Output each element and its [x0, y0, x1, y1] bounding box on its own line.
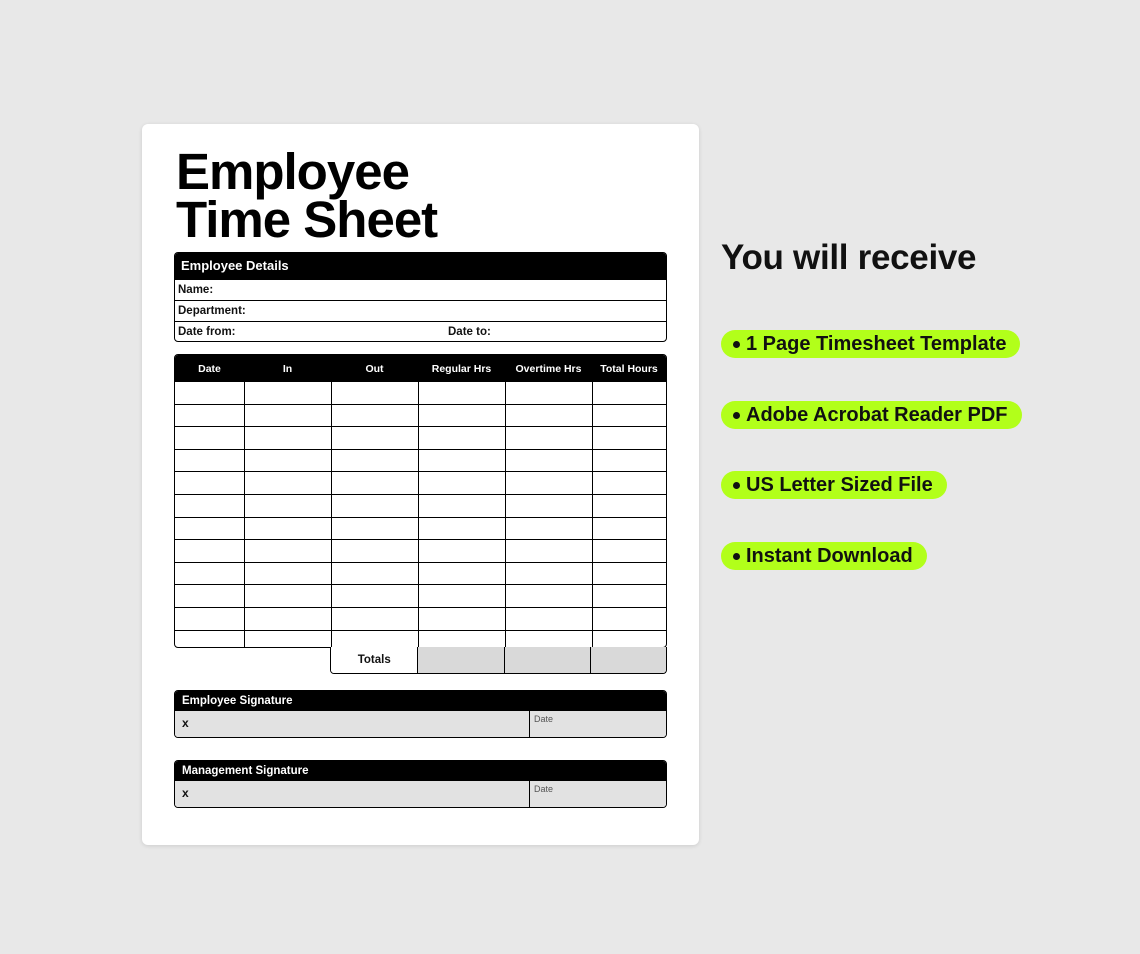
- table-cell[interactable]: [244, 518, 331, 540]
- table-cell[interactable]: [505, 382, 592, 404]
- table-cell[interactable]: [592, 472, 666, 494]
- receive-heading: You will receive: [721, 238, 977, 277]
- table-row: [175, 426, 666, 449]
- table-row: [175, 630, 666, 648]
- table-cell[interactable]: [592, 382, 666, 404]
- column-header-regular-hrs: Regular Hrs: [431, 363, 492, 375]
- table-cell[interactable]: [331, 427, 418, 449]
- table-cell[interactable]: [505, 563, 592, 585]
- table-cell[interactable]: [418, 405, 505, 427]
- table-cell[interactable]: [331, 631, 418, 648]
- table-cell[interactable]: [505, 472, 592, 494]
- feature-pill-3: [721, 471, 947, 499]
- table-cell[interactable]: [418, 540, 505, 562]
- table-cell[interactable]: [418, 472, 505, 494]
- hours-table-body: [175, 381, 666, 648]
- column-header-out: Out: [365, 363, 384, 375]
- department-label: Department:: [178, 305, 246, 317]
- table-row: [175, 381, 666, 404]
- table-cell[interactable]: [505, 427, 592, 449]
- table-cell[interactable]: [418, 608, 505, 630]
- table-cell[interactable]: [505, 585, 592, 607]
- column-header-date: Date: [198, 363, 221, 375]
- table-cell[interactable]: [175, 427, 244, 449]
- feature-pill-4: [721, 542, 927, 570]
- table-cell[interactable]: [331, 472, 418, 494]
- title-line-1: Employee: [176, 143, 409, 200]
- table-cell[interactable]: [592, 540, 666, 562]
- date-range-row: [175, 321, 666, 342]
- table-cell[interactable]: [175, 585, 244, 607]
- table-cell[interactable]: [592, 631, 666, 648]
- name-row: [175, 279, 666, 300]
- table-cell[interactable]: [418, 495, 505, 517]
- table-cell[interactable]: [418, 631, 505, 648]
- table-cell[interactable]: [175, 518, 244, 540]
- table-cell[interactable]: [505, 405, 592, 427]
- table-cell[interactable]: [244, 631, 331, 648]
- table-cell[interactable]: [175, 450, 244, 472]
- column-header-overtime-hrs: Overtime Hrs: [515, 363, 582, 375]
- table-cell[interactable]: [331, 540, 418, 562]
- employee-signature-line: x: [175, 711, 530, 738]
- timesheet-preview: [142, 124, 699, 845]
- table-row: [175, 404, 666, 427]
- table-cell[interactable]: [244, 608, 331, 630]
- table-row: [175, 517, 666, 540]
- table-cell[interactable]: [244, 427, 331, 449]
- department-row: [175, 300, 666, 321]
- bullet-icon: [733, 412, 740, 419]
- page-title: [176, 143, 438, 248]
- table-cell[interactable]: [244, 382, 331, 404]
- feature-label: 1 Page Timesheet Template: [746, 332, 1007, 355]
- bullet-icon: [733, 482, 740, 489]
- table-cell[interactable]: [418, 585, 505, 607]
- table-cell[interactable]: [505, 450, 592, 472]
- employee-signature-box: [174, 690, 667, 738]
- employee-details-header: Employee Details: [175, 253, 666, 279]
- table-cell[interactable]: [592, 608, 666, 630]
- table-cell[interactable]: [175, 608, 244, 630]
- table-row: [175, 607, 666, 630]
- table-cell[interactable]: [592, 563, 666, 585]
- table-cell[interactable]: [331, 563, 418, 585]
- table-cell[interactable]: [175, 540, 244, 562]
- table-cell[interactable]: [505, 495, 592, 517]
- table-row: [175, 494, 666, 517]
- table-cell[interactable]: [592, 518, 666, 540]
- table-cell[interactable]: [244, 472, 331, 494]
- employee-signature-header: Employee Signature: [175, 691, 666, 711]
- employee-details-box: [174, 252, 667, 342]
- table-cell[interactable]: [331, 608, 418, 630]
- table-cell[interactable]: [175, 495, 244, 517]
- table-cell[interactable]: [505, 631, 592, 648]
- table-cell[interactable]: [505, 540, 592, 562]
- management-signature-date-label: Date: [534, 784, 554, 794]
- table-cell[interactable]: [331, 405, 418, 427]
- table-cell[interactable]: [331, 495, 418, 517]
- table-cell[interactable]: [592, 495, 666, 517]
- hours-table: [174, 354, 667, 648]
- totals-row: [330, 647, 667, 674]
- bullet-icon: [733, 341, 740, 348]
- employee-signature-date-label: Date: [534, 714, 554, 724]
- table-cell[interactable]: [505, 518, 592, 540]
- table-cell[interactable]: [331, 585, 418, 607]
- table-cell[interactable]: [592, 450, 666, 472]
- management-signature-header: Management Signature: [175, 761, 666, 781]
- management-signature-box: [174, 760, 667, 808]
- table-cell[interactable]: [244, 450, 331, 472]
- feature-pill-2: [721, 401, 1022, 429]
- feature-pill-1: [721, 330, 1020, 358]
- table-cell[interactable]: [244, 563, 331, 585]
- table-cell[interactable]: [592, 585, 666, 607]
- table-row: [175, 562, 666, 585]
- column-header-total-hours: Total Hours: [600, 363, 658, 375]
- table-cell[interactable]: [175, 405, 244, 427]
- totals-label: Totals: [331, 647, 417, 673]
- table-row: [175, 539, 666, 562]
- table-cell[interactable]: [505, 608, 592, 630]
- feature-label: Instant Download: [746, 544, 913, 567]
- table-cell[interactable]: [592, 405, 666, 427]
- employee-signature-row: [175, 711, 666, 738]
- feature-label: US Letter Sized File: [746, 473, 933, 496]
- table-row: [175, 449, 666, 472]
- totals-total-cell: [590, 647, 666, 673]
- table-cell[interactable]: [418, 518, 505, 540]
- table-cell[interactable]: [418, 427, 505, 449]
- totals-regular-cell: [417, 647, 503, 673]
- table-cell[interactable]: [244, 540, 331, 562]
- table-row: [175, 471, 666, 494]
- hours-table-header: [175, 355, 666, 381]
- table-cell[interactable]: [331, 518, 418, 540]
- table-cell[interactable]: [418, 382, 505, 404]
- date-from-label: Date from:: [178, 326, 236, 338]
- title-line-2: Time Sheet: [176, 191, 438, 248]
- table-cell[interactable]: [331, 450, 418, 472]
- table-row: [175, 584, 666, 607]
- table-cell[interactable]: [418, 563, 505, 585]
- name-label: Name:: [178, 284, 214, 296]
- table-cell[interactable]: [418, 450, 505, 472]
- table-cell[interactable]: [331, 382, 418, 404]
- date-to-label: Date to:: [448, 326, 491, 338]
- totals-overtime-cell: [504, 647, 590, 673]
- table-cell[interactable]: [244, 585, 331, 607]
- feature-label: Adobe Acrobat Reader PDF: [746, 403, 1008, 426]
- table-cell[interactable]: [244, 405, 331, 427]
- table-cell[interactable]: [175, 563, 244, 585]
- management-signature-row: [175, 781, 666, 808]
- table-cell[interactable]: [592, 427, 666, 449]
- table-cell[interactable]: [244, 495, 331, 517]
- table-cell[interactable]: [175, 631, 244, 648]
- column-header-in: In: [282, 363, 293, 375]
- table-cell[interactable]: [175, 472, 244, 494]
- table-cell[interactable]: [175, 382, 244, 404]
- bullet-icon: [733, 553, 740, 560]
- management-signature-line: x: [175, 781, 530, 808]
